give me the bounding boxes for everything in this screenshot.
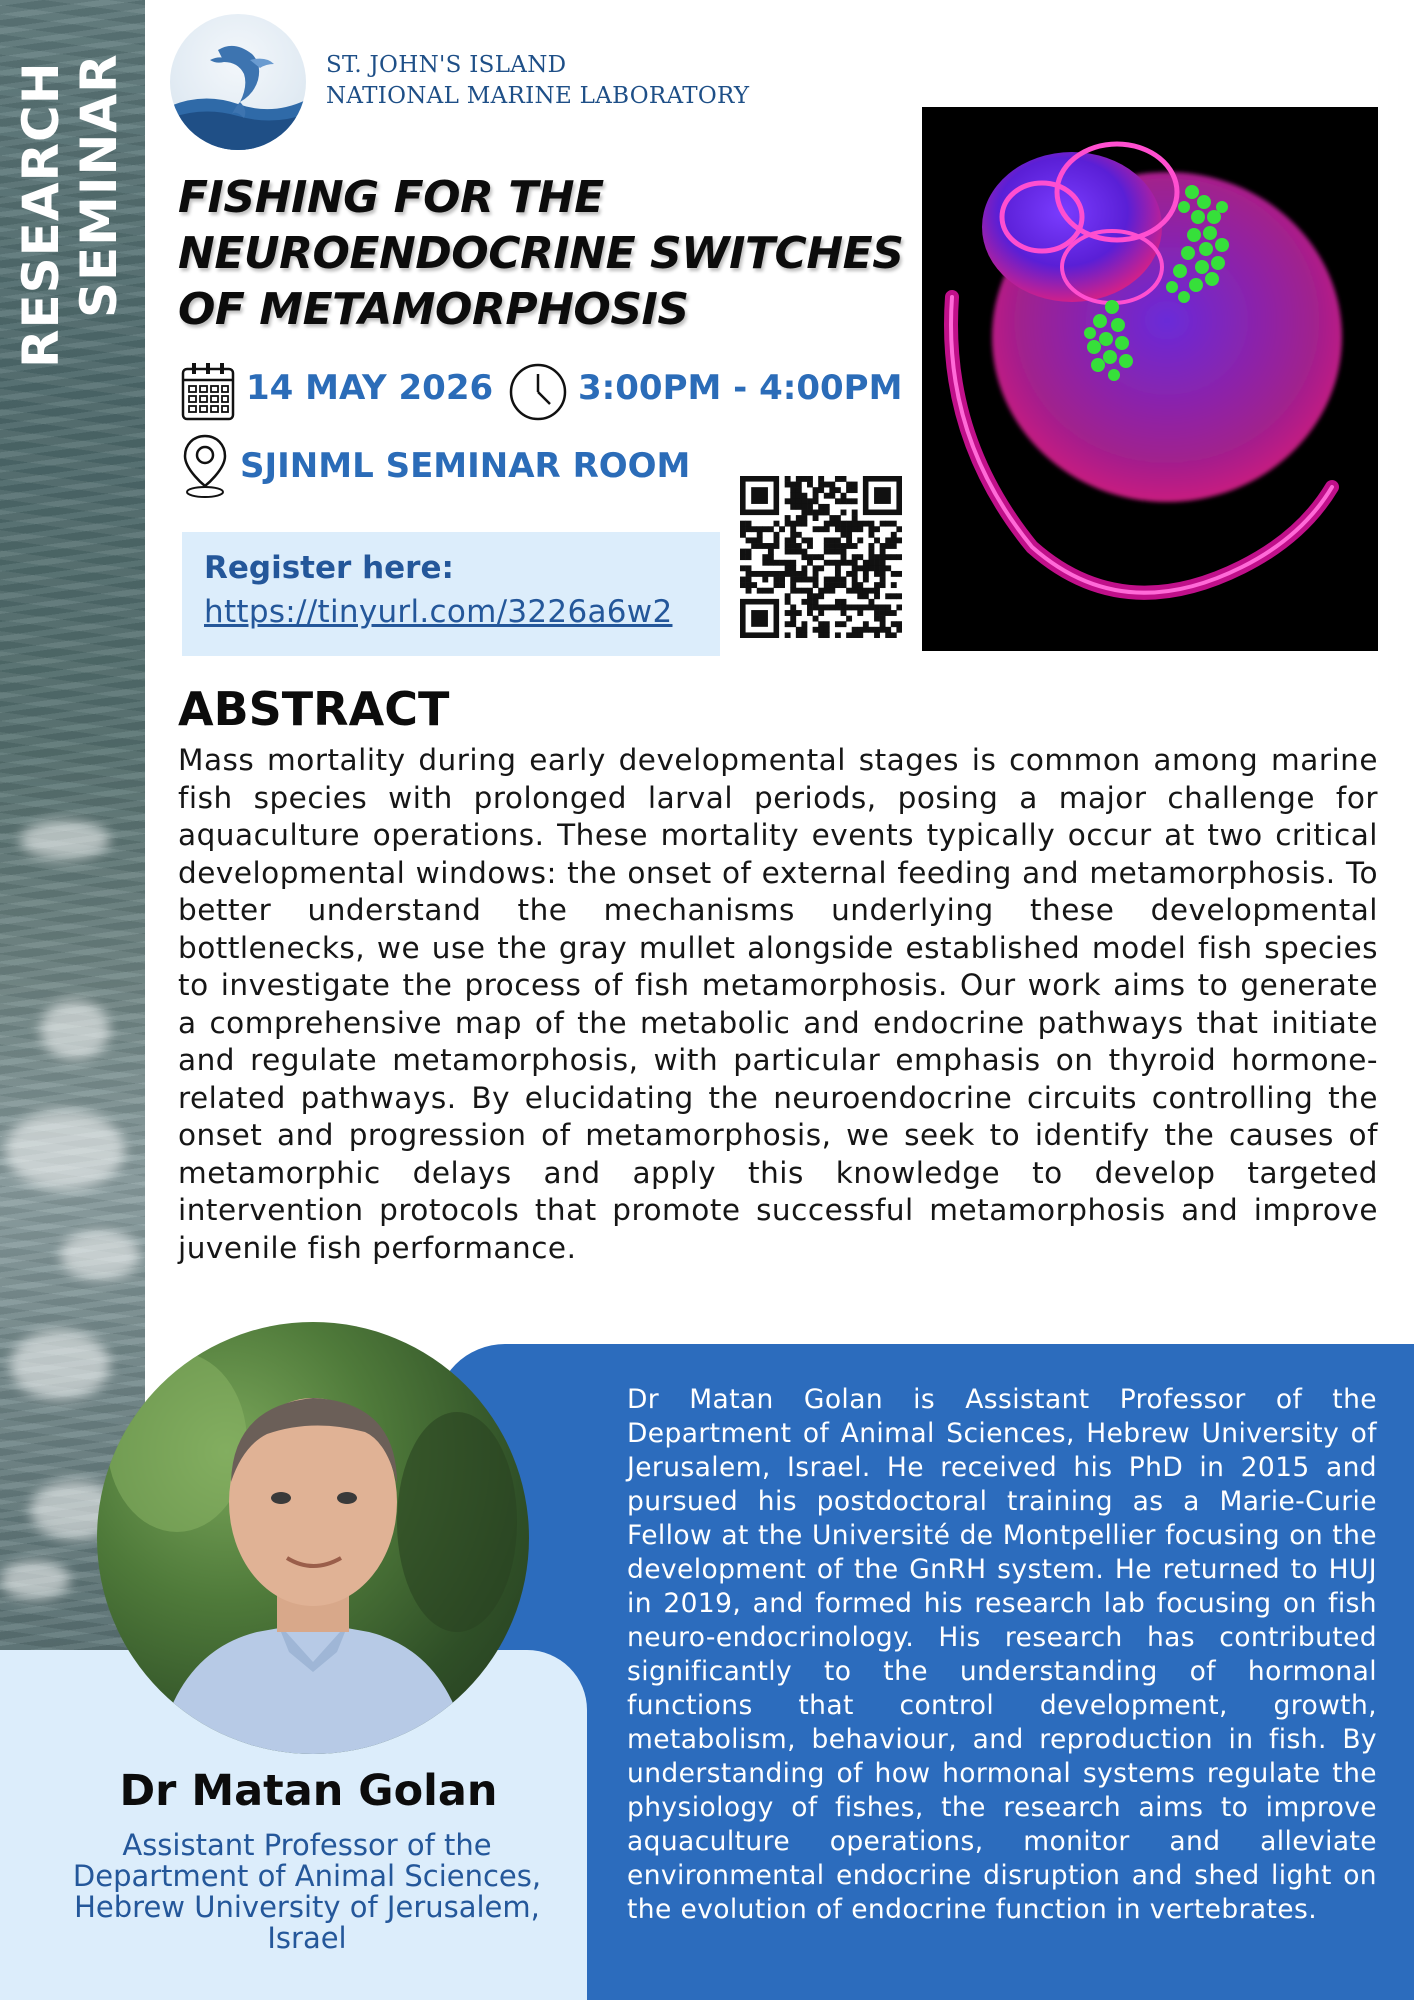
- lab-name-line1: ST. JOHN'S ISLAND: [326, 52, 567, 78]
- sidebar-label-line2: SEMINAR: [70, 53, 128, 318]
- abstract-text: Mass mortality during early developmental stages is common among marine fish species with prolonged larval periods, posing a major challenge for aquaculture operations. These mortality events typically occur at two critical developmental windows: the onset of external feeding and metamorphosis. To better understand the mechanisms underlying these developmental bottlenecks, we use the gray mullet alongside established model fish species to investigate the process of fish metamorphosis. Our work aims to generate a comprehensive map of the metabolic and endocrine pathways that initiate and regulate metamorphosis, with particular emphasis on thyroid hormone-related pathways. By elucidating the neuroendocrine circuits controlling the onset and progression of metamorphosis, we seek to identify the causes of metamorphic delays and apply this knowledge to develop targeted intervention protocols that promote successful metamorphosis and improve juvenile fish performance.: [178, 743, 1378, 1265]
- title-line2: NEUROENDOCRINE SWITCHES: [178, 228, 904, 279]
- seminar-title: [178, 170, 918, 338]
- clock-icon: [508, 362, 568, 426]
- calendar-icon: [180, 360, 236, 426]
- fluorescence-micrograph-image: [922, 107, 1378, 651]
- registration-qr-code[interactable]: [740, 476, 902, 638]
- ocean-photo-strip: [0, 0, 145, 1650]
- title-line3: OF METAMORPHOSIS: [178, 284, 689, 335]
- speaker-portrait: [97, 1322, 529, 1754]
- speaker-title: Assistant Professor of the Department of Animal Sciences, Hebrew University of Jerusalem, Israel: [72, 1828, 542, 1955]
- seminar-time: 3:00PM - 4:00PM: [578, 368, 903, 408]
- title-line1: FISHING FOR THE: [178, 172, 604, 223]
- dolphin-logo-icon: [170, 14, 306, 150]
- seminar-venue: SJINML SEMINAR ROOM: [240, 446, 691, 486]
- lab-name: [326, 50, 749, 112]
- register-label: Register here:: [204, 550, 454, 586]
- location-pin-icon: [180, 432, 230, 504]
- seminar-date: 14 MAY 2026: [246, 368, 494, 408]
- abstract-heading: ABSTRACT: [178, 682, 450, 736]
- registration-box: [182, 532, 720, 656]
- speaker-bio: Dr Matan Golan is Assistant Professor of the Department of Animal Sciences, Hebrew University of Jerusalem, Israel. He received his PhD in 2015 and pursued his postdoctoral training as a Marie-Curie Fellow at the Université de Montpellier focusing on the development of the GnRH system. He returned to HUJ in 2019, and formed his research lab focusing on fish neuro-endocrinology. His research has contributed significantly to the understanding of hormonal functions that control development, growth, metabolism, behaviour, and reproduction in fish. By understanding of how hormonal systems regulate the physiology of fishes, the research aims to improve aquaculture operations, monitor and alleviate environmental endocrine disruption and shed light on the evolution of endocrine function in vertebrates.: [627, 1384, 1377, 1925]
- sidebar-label-line1: RESEARCH: [12, 61, 70, 368]
- lab-name-line2: NATIONAL MARINE LABORATORY: [326, 83, 750, 109]
- research-seminar-label: [0, 0, 138, 380]
- speaker-name: Dr Matan Golan: [119, 1766, 498, 1816]
- register-link[interactable]: https://tinyurl.com/3226a6w2: [204, 594, 673, 630]
